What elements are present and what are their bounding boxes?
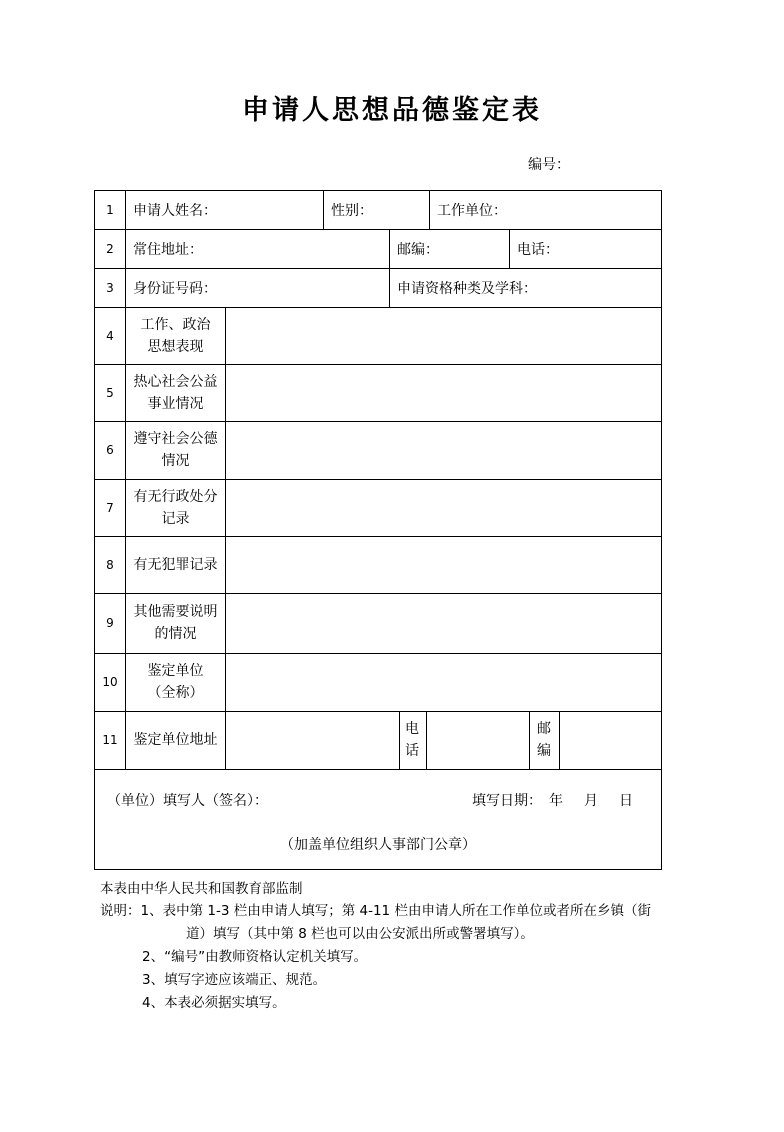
label-line: 思想表现 bbox=[147, 338, 204, 355]
row-number: 4 bbox=[106, 328, 114, 343]
phone-label: 电话： bbox=[517, 241, 559, 258]
address-label: 常住地址： bbox=[133, 241, 203, 258]
gender-label: 性别： bbox=[331, 203, 373, 219]
work-unit-label: 工作单位： bbox=[437, 203, 507, 219]
label-char: 编 bbox=[537, 743, 551, 759]
row-number: 11 bbox=[102, 733, 118, 747]
label-line: 热心社会公益 bbox=[133, 373, 218, 390]
row-number: 9 bbox=[106, 616, 114, 630]
instruction-1-line-1: 说明：1、表中第 1-3 栏由申请人填写；第 4-11 栏由申请人所在工作单位或者所在乡镇（街 bbox=[100, 903, 651, 919]
label-line: 情况 bbox=[161, 453, 190, 469]
label-line: 事业情况 bbox=[147, 395, 204, 412]
row-number: 2 bbox=[106, 241, 114, 256]
filler-signature-label: （单位）填写人（签名）： bbox=[107, 793, 268, 809]
label-line: 的情况 bbox=[154, 626, 197, 642]
fill-date-label: 填写日期： bbox=[472, 793, 542, 809]
qualification-label: 申请资格种类及学科： bbox=[397, 280, 537, 297]
label-line: 工作、政治 bbox=[140, 316, 211, 333]
serial-number-label: 编号： bbox=[528, 157, 570, 173]
id-number-label: 身份证号码： bbox=[133, 280, 217, 297]
administrative-penalty-label bbox=[126, 479, 225, 536]
date-month: 月 bbox=[584, 793, 598, 809]
label-line: 记录 bbox=[161, 510, 190, 527]
supervision-note: 本表由中华人民共和国教育部监制 bbox=[100, 881, 303, 897]
date-year: 年 bbox=[549, 793, 563, 809]
instruction-2: 2、“编号”由教师资格认定机关填写。 bbox=[142, 949, 368, 965]
row-number: 7 bbox=[106, 500, 114, 515]
instruction-3: 3、填写字迹应该端正、规范。 bbox=[142, 972, 327, 988]
label-line: 遵守社会公德 bbox=[133, 431, 218, 447]
applicant-name-label: 申请人姓名： bbox=[133, 203, 217, 219]
label-char: 话 bbox=[405, 743, 419, 759]
seal-note: （加盖单位组织人事部门公章） bbox=[280, 837, 476, 853]
appraising-unit-address-label: 鉴定单位地址 bbox=[133, 732, 218, 748]
work-political-label bbox=[126, 307, 225, 364]
label-line: 其他需要说明 bbox=[133, 604, 218, 620]
label-char: 电 bbox=[405, 721, 419, 737]
public-welfare-label bbox=[126, 364, 225, 421]
unit-phone-label bbox=[402, 711, 422, 769]
criminal-record-label: 有无犯罪记录 bbox=[133, 556, 218, 573]
label-line: 鉴定单位 bbox=[147, 663, 204, 679]
row-number: 1 bbox=[106, 203, 114, 217]
appraisal-form-table bbox=[94, 190, 662, 870]
row-number: 8 bbox=[106, 557, 114, 572]
appraising-unit-label bbox=[126, 653, 225, 711]
row-number: 3 bbox=[106, 280, 114, 295]
row-number: 6 bbox=[106, 443, 114, 457]
unit-postcode-label bbox=[534, 711, 554, 769]
row-number: 10 bbox=[102, 675, 118, 689]
date-day: 日 bbox=[619, 793, 633, 809]
postcode-label: 邮编： bbox=[397, 241, 439, 258]
instruction-4: 4、本表必须据实填写。 bbox=[142, 995, 286, 1011]
social-morality-label bbox=[126, 421, 225, 479]
label-line: 有无行政处分 bbox=[133, 488, 218, 505]
instruction-1-line-2: 道）填写（其中第 8 栏也可以由公安派出所或警署填写）。 bbox=[186, 926, 534, 942]
other-notes-label bbox=[126, 593, 225, 653]
label-char: 邮 bbox=[537, 721, 551, 737]
page-title: 申请人思想品德鉴定表 bbox=[242, 95, 542, 126]
row-number: 5 bbox=[106, 385, 114, 400]
label-line: （全称） bbox=[147, 685, 204, 701]
